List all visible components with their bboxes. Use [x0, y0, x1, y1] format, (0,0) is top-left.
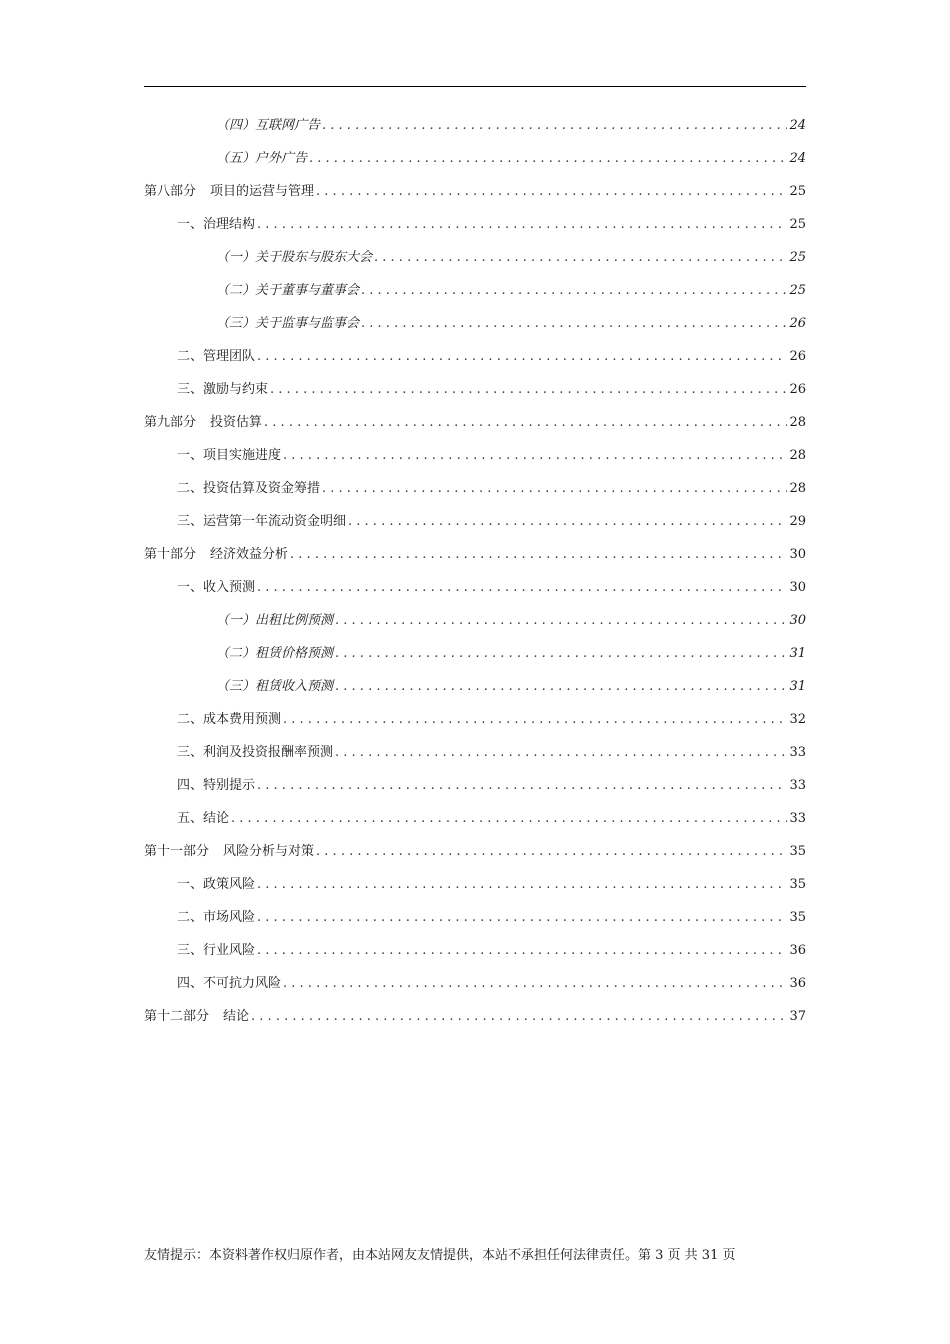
toc-entry[interactable]	[144, 149, 806, 182]
toc-page-number: 24	[789, 151, 806, 166]
toc-leader-dots	[264, 413, 787, 433]
toc-title: 一、政策风险	[177, 877, 256, 892]
toc-entry[interactable]	[144, 908, 806, 941]
toc-page-number: 33	[789, 811, 806, 826]
toc-entry-label	[177, 578, 255, 598]
toc-entry[interactable]	[144, 1007, 806, 1040]
toc-leader-dots	[251, 1007, 787, 1027]
toc-entry-label	[177, 875, 255, 895]
toc-leader-dots	[361, 314, 787, 334]
toc-entry-label	[177, 710, 281, 730]
toc-leader-dots	[257, 347, 787, 367]
toc-leader-dots	[231, 809, 787, 829]
toc-leader-dots	[257, 875, 787, 895]
toc-page-number: 31	[789, 679, 806, 694]
toc-leader-dots	[257, 215, 787, 235]
toc-entry[interactable]	[144, 116, 806, 149]
toc-entry-label	[177, 941, 255, 961]
toc-entry[interactable]	[144, 875, 806, 908]
toc-leader-dots	[290, 545, 787, 565]
toc-page-number: 36	[789, 943, 806, 958]
toc-entry-label	[216, 248, 372, 268]
toc-entry[interactable]	[144, 479, 806, 512]
toc-page-number: 33	[789, 778, 806, 793]
toc-title: 经济效益分析	[210, 547, 289, 562]
toc-leader-dots	[316, 182, 787, 202]
toc-entry[interactable]	[144, 974, 806, 1007]
toc-entry-label	[177, 809, 229, 829]
toc-entry-label	[177, 974, 281, 994]
toc-leader-dots	[309, 149, 787, 169]
toc-part-number: 第十二部分	[144, 1009, 210, 1024]
toc-title: 三、利润及投资报酬率预测	[177, 745, 334, 760]
toc-page-number: 33	[789, 745, 806, 760]
toc-page-number: 24	[789, 118, 806, 133]
toc-title: （一）出租比例预测	[216, 613, 334, 628]
toc-title: 一、治理结构	[177, 217, 256, 232]
toc-entry-label	[144, 545, 288, 565]
toc-entry[interactable]	[144, 314, 806, 347]
toc-title: （三）租赁收入预测	[216, 679, 334, 694]
toc-entry[interactable]	[144, 281, 806, 314]
toc-title: 二、成本费用预测	[177, 712, 282, 727]
toc-leader-dots	[257, 908, 787, 928]
toc-entry[interactable]	[144, 446, 806, 479]
toc-entry-label	[216, 116, 320, 136]
toc-entry[interactable]	[144, 380, 806, 413]
toc-entry-label	[177, 446, 281, 466]
toc-title: 三、激励与约束	[177, 382, 269, 397]
toc-leader-dots	[348, 512, 787, 532]
toc-entry-label	[144, 842, 314, 862]
toc-page-number: 25	[789, 184, 806, 199]
toc-entry-label	[144, 413, 262, 433]
toc-entry-label	[177, 380, 268, 400]
toc-entry-label	[216, 611, 333, 631]
toc-page-number: 30	[789, 547, 806, 562]
toc-entry-label	[216, 644, 333, 664]
toc-page-number: 30	[789, 580, 806, 595]
toc-entry-label	[177, 347, 255, 367]
toc-title: 三、行业风险	[177, 943, 256, 958]
toc-page-number: 26	[789, 382, 806, 397]
toc-page-number: 35	[789, 844, 806, 859]
toc-entry[interactable]	[144, 743, 806, 776]
toc-page-number: 28	[789, 481, 806, 496]
toc-page-number: 32	[789, 712, 806, 727]
toc-page-number: 35	[789, 877, 806, 892]
toc-entry-label	[216, 677, 333, 697]
toc-page-number: 30	[789, 613, 806, 628]
toc-title: 二、市场风险	[177, 910, 256, 925]
toc-entry[interactable]	[144, 941, 806, 974]
toc-title: 三、运营第一年流动资金明细	[177, 514, 347, 529]
toc-entry-label	[177, 908, 255, 928]
toc-leader-dots	[335, 677, 787, 697]
toc-entry[interactable]	[144, 545, 806, 578]
toc-title: 四、特别提示	[177, 778, 256, 793]
toc-entry-label	[144, 182, 314, 202]
page-footer: 友情提示：本资料著作权归原作者，由本站网友友情提供，本站不承担任何法律责任。第 3 页 共 31 页	[144, 1248, 736, 1263]
toc-entry[interactable]	[144, 611, 806, 644]
toc-entry-label	[216, 149, 307, 169]
toc-leader-dots	[322, 116, 787, 136]
toc-entry-label	[177, 479, 320, 499]
toc-page-number: 35	[789, 910, 806, 925]
toc-title: 投资估算	[210, 415, 263, 430]
toc-page-number: 25	[789, 217, 806, 232]
toc-page-number: 25	[789, 283, 806, 298]
toc-leader-dots	[335, 611, 787, 631]
toc-title: （四）互联网广告	[216, 118, 321, 133]
toc-entry[interactable]	[144, 710, 806, 743]
header-rule	[144, 86, 806, 87]
toc-leader-dots	[374, 248, 787, 268]
toc-page-number: 36	[789, 976, 806, 991]
toc-entry[interactable]	[144, 182, 806, 215]
toc-leader-dots	[283, 974, 787, 994]
toc-page-number: 37	[789, 1009, 806, 1024]
toc-entry[interactable]	[144, 248, 806, 281]
toc-entry-label	[177, 215, 255, 235]
toc-part-number: 第十部分	[144, 547, 197, 562]
toc-title: 一、收入预测	[177, 580, 256, 595]
toc-title: 一、项目实施进度	[177, 448, 282, 463]
toc-page-number: 26	[789, 316, 806, 331]
toc-leader-dots	[257, 776, 787, 796]
toc-leader-dots	[335, 644, 787, 664]
table-of-contents	[144, 116, 806, 1040]
toc-leader-dots	[316, 842, 787, 862]
toc-title: 二、管理团队	[177, 349, 256, 364]
toc-leader-dots	[361, 281, 787, 301]
toc-entry-label	[177, 512, 346, 532]
toc-title: （二）租赁价格预测	[216, 646, 334, 661]
toc-entry-label	[216, 281, 359, 301]
toc-entry[interactable]	[144, 215, 806, 248]
toc-entry[interactable]	[144, 644, 806, 677]
toc-page-number: 29	[789, 514, 806, 529]
toc-entry-label	[177, 776, 255, 796]
toc-entry[interactable]	[144, 413, 806, 446]
toc-leader-dots	[257, 941, 787, 961]
toc-entry-label	[144, 1007, 249, 1027]
toc-leader-dots	[283, 446, 787, 466]
toc-entry[interactable]	[144, 677, 806, 710]
toc-page-number: 28	[789, 415, 806, 430]
toc-leader-dots	[322, 479, 787, 499]
toc-entry[interactable]	[144, 578, 806, 611]
toc-entry-label	[177, 743, 333, 763]
toc-title: （二）关于董事与董事会	[216, 283, 360, 298]
toc-leader-dots	[283, 710, 787, 730]
toc-title: 项目的运营与管理	[210, 184, 315, 199]
toc-entry[interactable]	[144, 347, 806, 380]
toc-title: （一）关于股东与股东大会	[216, 250, 373, 265]
toc-entry[interactable]	[144, 842, 806, 875]
toc-leader-dots	[270, 380, 787, 400]
toc-title: （三）关于监事与监事会	[216, 316, 360, 331]
toc-part-number: 第九部分	[144, 415, 197, 430]
toc-part-number: 第十一部分	[144, 844, 210, 859]
toc-entry-label	[216, 314, 359, 334]
toc-leader-dots	[257, 578, 787, 598]
toc-title: 二、投资估算及资金筹措	[177, 481, 321, 496]
toc-leader-dots	[335, 743, 787, 763]
toc-title: （五）户外广告	[216, 151, 308, 166]
toc-part-number: 第八部分	[144, 184, 197, 199]
toc-entry[interactable]	[144, 776, 806, 809]
toc-title: 结论	[223, 1009, 250, 1024]
toc-page-number: 31	[789, 646, 806, 661]
toc-page-number: 26	[789, 349, 806, 364]
toc-page-number: 28	[789, 448, 806, 463]
toc-title: 四、不可抗力风险	[177, 976, 282, 991]
toc-entry[interactable]	[144, 512, 806, 545]
toc-page-number: 25	[789, 250, 806, 265]
toc-title: 风险分析与对策	[223, 844, 315, 859]
toc-entry[interactable]	[144, 809, 806, 842]
toc-title: 五、结论	[177, 811, 230, 826]
